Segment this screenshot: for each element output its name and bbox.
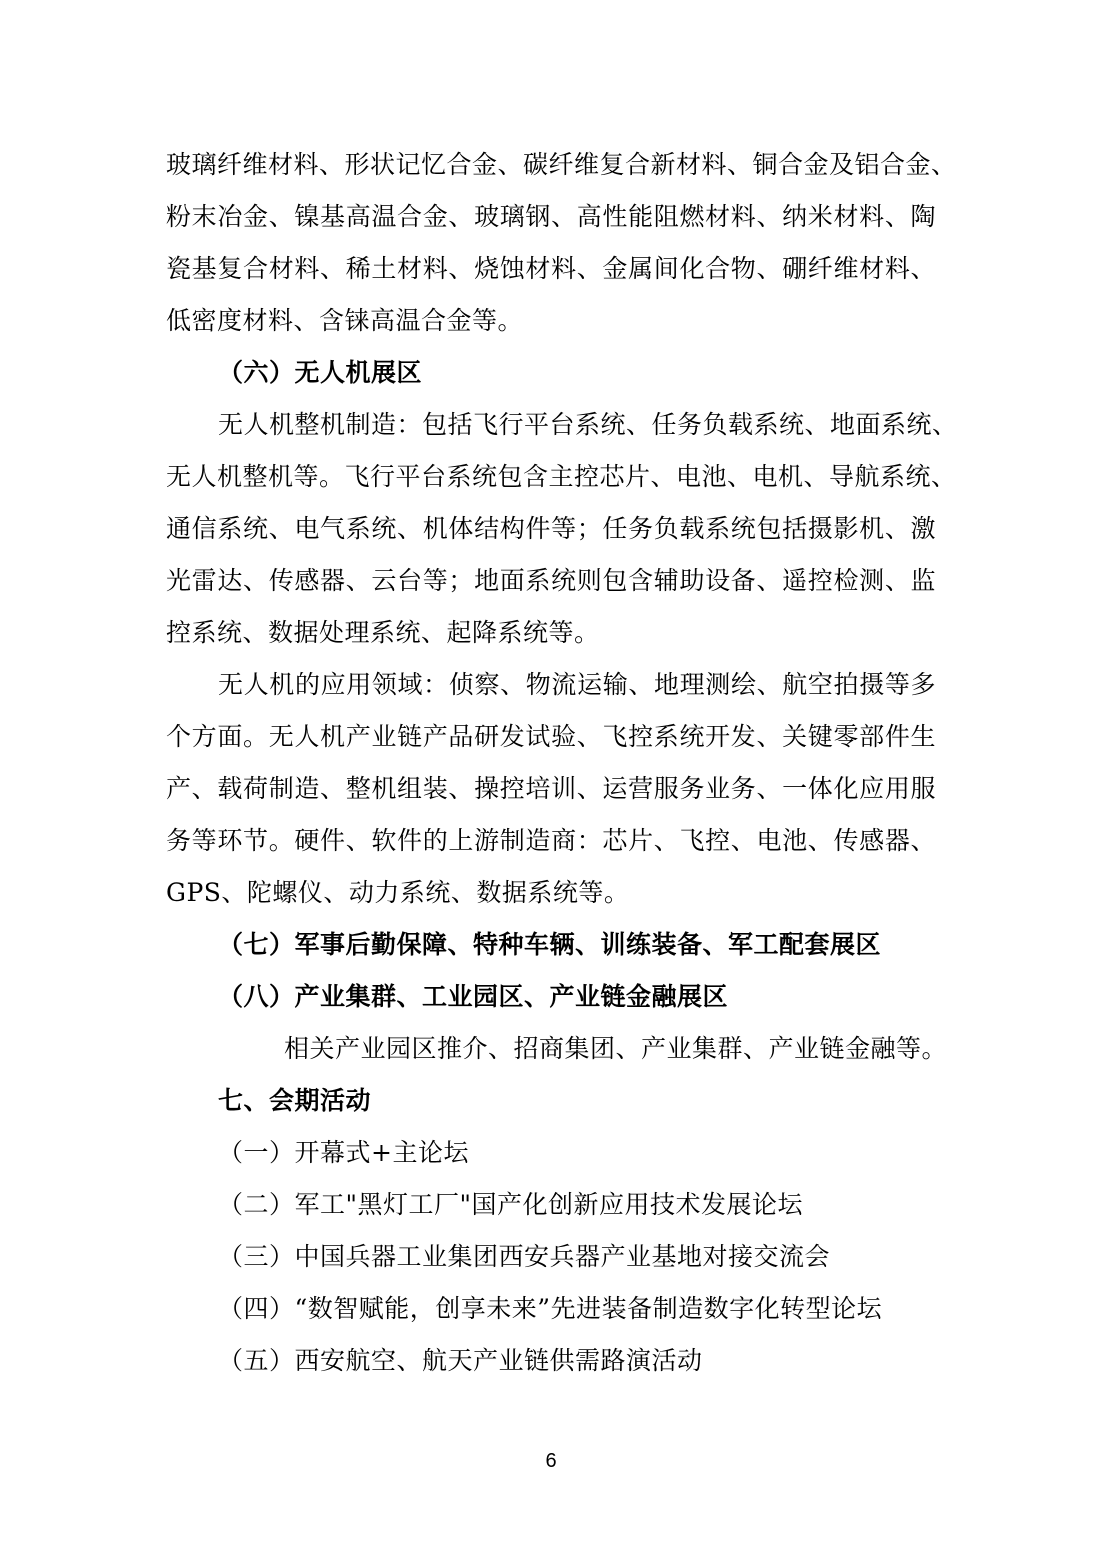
- activity-item-5: （五）西安航空、航天产业链供需路演活动: [218, 1346, 703, 1375]
- materials-line-1: 玻璃纤维材料、形状记忆合金、碳纤维复合新材料、铜合金及铝合金、: [166, 150, 957, 179]
- materials-line-2: 粉末冶金、镍基高温合金、玻璃钢、高性能阻燃材料、纳米材料、陶: [166, 202, 936, 231]
- section-6-heading: （六）无人机展区: [218, 358, 423, 387]
- activity-item-2: （二）军工"黑灯工厂"国产化创新应用技术发展论坛: [218, 1190, 804, 1219]
- activity-item-3: （三）中国兵器工业集团西安兵器产业基地对接交流会: [218, 1242, 831, 1271]
- drone-applications-line-3: 产、载荷制造、整机组装、操控培训、运营服务业务、一体化应用服: [166, 774, 936, 803]
- activity-item-4: （四）“数智赋能，创享未来”先进装备制造数字化转型论坛: [218, 1294, 883, 1323]
- drone-manufacturing-line-4: 光雷达、传感器、云台等；地面系统则包含辅助设备、遥控检测、监: [166, 566, 936, 595]
- drone-applications-line-1: 无人机的应用领域：侦察、物流运输、地理测绘、航空拍摄等多: [218, 670, 936, 699]
- page-number: 6: [545, 1450, 557, 1472]
- drone-applications-line-4: 务等环节。硬件、软件的上游制造商：芯片、飞控、电池、传感器、: [166, 826, 936, 855]
- activity-item-1: （一）开幕式+主论坛: [218, 1138, 469, 1167]
- drone-manufacturing-line-5: 控系统、数据处理系统、起降系统等。: [166, 618, 600, 647]
- drone-applications-line-5: GPS、陀螺仪、动力系统、数据系统等。: [166, 878, 630, 907]
- drone-manufacturing-line-2: 无人机整机等。飞行平台系统包含主控芯片、电池、电机、导航系统、: [166, 462, 957, 491]
- materials-line-4: 低密度材料、含铼高温合金等。: [166, 306, 524, 335]
- section-8-heading: （八）产业集群、工业园区、产业链金融展区: [218, 982, 729, 1011]
- section-7-heading: （七）军事后勤保障、特种车辆、训练装备、军工配套展区: [218, 930, 882, 959]
- activities-heading: 七、会期活动: [218, 1086, 372, 1115]
- drone-applications-line-2: 个方面。无人机产业链产品研发试验、飞控系统开发、关键零部件生: [166, 722, 936, 751]
- drone-manufacturing-line-3: 通信系统、电气系统、机体结构件等；任务负载系统包括摄影机、激: [166, 514, 936, 543]
- materials-line-3: 瓷基复合材料、稀土材料、烧蚀材料、金属间化合物、硼纤维材料、: [166, 254, 936, 283]
- section-8-text: 相关产业园区推介、招商集团、产业集群、产业链金融等。: [284, 1034, 948, 1063]
- drone-manufacturing-line-1: 无人机整机制造：包括飞行平台系统、任务负载系统、地面系统、: [218, 410, 958, 439]
